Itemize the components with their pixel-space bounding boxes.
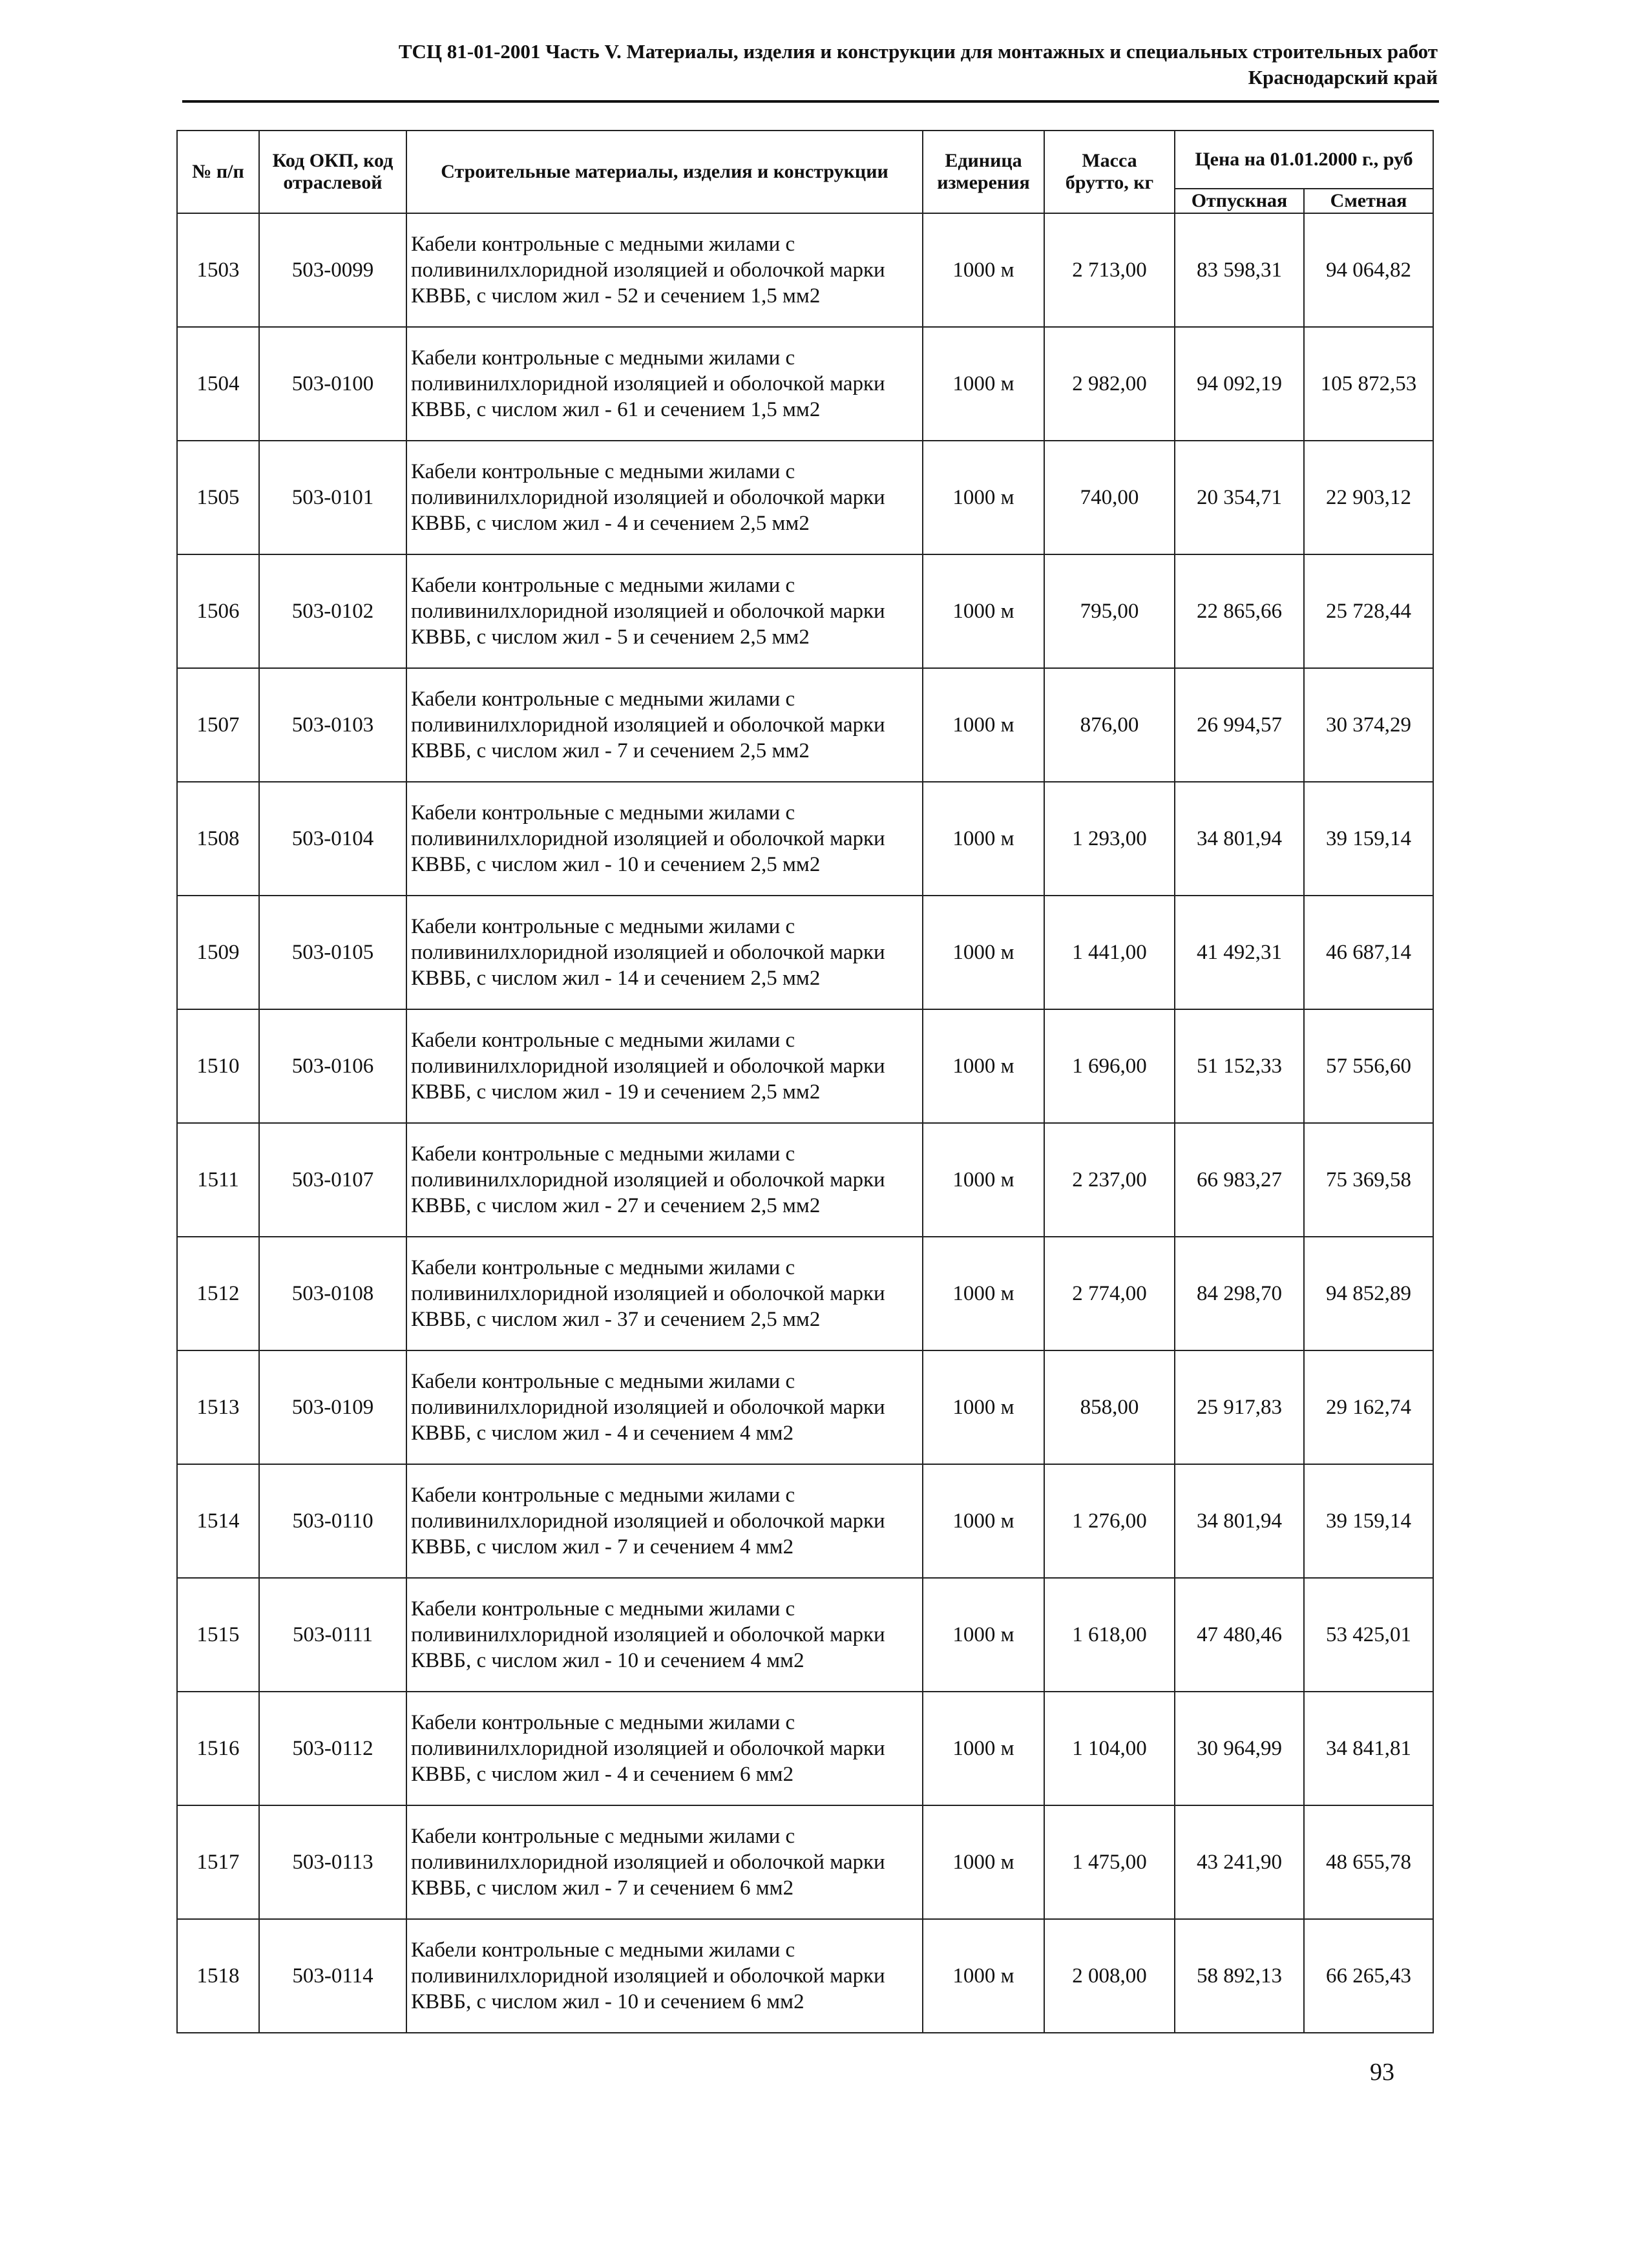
row-code: 503-0103 <box>259 668 406 782</box>
page-header <box>155 39 1438 90</box>
row-mass: 1 475,00 <box>1044 1805 1175 1919</box>
row-mass: 2 774,00 <box>1044 1237 1175 1350</box>
row-price-release: 84 298,70 <box>1175 1237 1304 1350</box>
row-unit: 1000 м <box>923 1805 1044 1919</box>
row-number: 1506 <box>177 554 259 668</box>
row-price-estimate: 46 687,14 <box>1304 896 1433 1009</box>
row-description: Кабели контрольные с медными жилами с поливинилхлоридной изоляцией и оболочкой марки КВВБ, с числом жил - 52 и сечением 1,5 мм2 <box>406 213 923 327</box>
table-body <box>177 213 1433 2033</box>
row-number: 1514 <box>177 1464 259 1578</box>
table-row <box>177 554 1433 668</box>
row-number: 1505 <box>177 441 259 554</box>
row-number: 1509 <box>177 896 259 1009</box>
row-mass: 740,00 <box>1044 441 1175 554</box>
row-description: Кабели контрольные с медными жилами с поливинилхлоридной изоляцией и оболочкой марки КВВБ, с числом жил - 7 и сечением 6 мм2 <box>406 1805 923 1919</box>
table-row <box>177 213 1433 327</box>
header-divider <box>182 100 1439 103</box>
row-code: 503-0109 <box>259 1350 406 1464</box>
row-mass: 2 982,00 <box>1044 327 1175 441</box>
row-unit: 1000 м <box>923 782 1044 896</box>
row-description: Кабели контрольные с медными жилами с поливинилхлоридной изоляцией и оболочкой марки КВВБ, с числом жил - 7 и сечением 2,5 мм2 <box>406 668 923 782</box>
row-price-release: 22 865,66 <box>1175 554 1304 668</box>
row-unit: 1000 м <box>923 1237 1044 1350</box>
row-price-release: 51 152,33 <box>1175 1009 1304 1123</box>
row-unit: 1000 м <box>923 1578 1044 1692</box>
row-unit: 1000 м <box>923 896 1044 1009</box>
row-unit: 1000 м <box>923 1123 1044 1237</box>
table-row <box>177 441 1433 554</box>
row-number: 1518 <box>177 1919 259 2033</box>
row-description: Кабели контрольные с медными жилами с поливинилхлоридной изоляцией и оболочкой марки КВВБ, с числом жил - 5 и сечением 2,5 мм2 <box>406 554 923 668</box>
table-row <box>177 1237 1433 1350</box>
row-number: 1513 <box>177 1350 259 1464</box>
row-description: Кабели контрольные с медными жилами с поливинилхлоридной изоляцией и оболочкой марки КВВБ, с числом жил - 61 и сечением 1,5 мм2 <box>406 327 923 441</box>
row-price-release: 30 964,99 <box>1175 1692 1304 1805</box>
row-price-release: 34 801,94 <box>1175 1464 1304 1578</box>
table-row <box>177 1350 1433 1464</box>
row-price-estimate: 57 556,60 <box>1304 1009 1433 1123</box>
row-code: 503-0112 <box>259 1692 406 1805</box>
col-header-name: Строительные материалы, изделия и конструкции <box>406 131 923 213</box>
row-description: Кабели контрольные с медными жилами с поливинилхлоридной изоляцией и оболочкой марки КВВБ, с числом жил - 27 и сечением 2,5 мм2 <box>406 1123 923 1237</box>
row-mass: 1 618,00 <box>1044 1578 1175 1692</box>
row-number: 1503 <box>177 213 259 327</box>
row-mass: 1 441,00 <box>1044 896 1175 1009</box>
row-code: 503-0105 <box>259 896 406 1009</box>
table-row <box>177 668 1433 782</box>
row-price-release: 25 917,83 <box>1175 1350 1304 1464</box>
row-description: Кабели контрольные с медными жилами с поливинилхлоридной изоляцией и оболочкой марки КВВБ, с числом жил - 37 и сечением 2,5 мм2 <box>406 1237 923 1350</box>
col-header-unit: Единица измерения <box>923 131 1044 213</box>
row-price-estimate: 48 655,78 <box>1304 1805 1433 1919</box>
row-code: 503-0111 <box>259 1578 406 1692</box>
row-code: 503-0106 <box>259 1009 406 1123</box>
row-price-release: 41 492,31 <box>1175 896 1304 1009</box>
row-description: Кабели контрольные с медными жилами с поливинилхлоридной изоляцией и оболочкой марки КВВБ, с числом жил - 4 и сечением 6 мм2 <box>406 1692 923 1805</box>
row-price-release: 94 092,19 <box>1175 327 1304 441</box>
row-unit: 1000 м <box>923 441 1044 554</box>
table-row <box>177 1578 1433 1692</box>
row-mass: 1 696,00 <box>1044 1009 1175 1123</box>
row-price-release: 43 241,90 <box>1175 1805 1304 1919</box>
row-code: 503-0102 <box>259 554 406 668</box>
col-header-price-release: Отпускная <box>1175 189 1304 213</box>
row-price-estimate: 25 728,44 <box>1304 554 1433 668</box>
col-header-price-group: Цена на 01.01.2000 г., руб <box>1175 131 1433 189</box>
table-row <box>177 327 1433 441</box>
row-description: Кабели контрольные с медными жилами с поливинилхлоридной изоляцией и оболочкой марки КВВБ, с числом жил - 10 и сечением 2,5 мм2 <box>406 782 923 896</box>
table-row <box>177 896 1433 1009</box>
table-row <box>177 1123 1433 1237</box>
row-mass: 1 293,00 <box>1044 782 1175 896</box>
row-number: 1504 <box>177 327 259 441</box>
row-unit: 1000 м <box>923 1464 1044 1578</box>
row-number: 1516 <box>177 1692 259 1805</box>
row-unit: 1000 м <box>923 1350 1044 1464</box>
row-code: 503-0110 <box>259 1464 406 1578</box>
row-number: 1515 <box>177 1578 259 1692</box>
col-header-num: № п/п <box>177 131 259 213</box>
page-number: 93 <box>1370 2059 1394 2086</box>
row-unit: 1000 м <box>923 1692 1044 1805</box>
row-number: 1512 <box>177 1237 259 1350</box>
header-region: Краснодарский край <box>1248 66 1438 89</box>
row-price-release: 83 598,31 <box>1175 213 1304 327</box>
row-mass: 795,00 <box>1044 554 1175 668</box>
row-code: 503-0104 <box>259 782 406 896</box>
row-price-estimate: 66 265,43 <box>1304 1919 1433 2033</box>
table-row <box>177 1692 1433 1805</box>
row-code: 503-0099 <box>259 213 406 327</box>
row-price-release: 58 892,13 <box>1175 1919 1304 2033</box>
row-price-estimate: 39 159,14 <box>1304 1464 1433 1578</box>
row-unit: 1000 м <box>923 668 1044 782</box>
row-mass: 858,00 <box>1044 1350 1175 1464</box>
row-unit: 1000 м <box>923 327 1044 441</box>
row-unit: 1000 м <box>923 1919 1044 2033</box>
row-unit: 1000 м <box>923 554 1044 668</box>
row-description: Кабели контрольные с медными жилами с поливинилхлоридной изоляцией и оболочкой марки КВВБ, с числом жил - 19 и сечением 2,5 мм2 <box>406 1009 923 1123</box>
row-code: 503-0114 <box>259 1919 406 2033</box>
row-number: 1510 <box>177 1009 259 1123</box>
table-row <box>177 1464 1433 1578</box>
row-description: Кабели контрольные с медными жилами с поливинилхлоридной изоляцией и оболочкой марки КВВБ, с числом жил - 14 и сечением 2,5 мм2 <box>406 896 923 1009</box>
row-code: 503-0100 <box>259 327 406 441</box>
col-header-code: Код ОКП, код отраслевой <box>259 131 406 213</box>
row-code: 503-0113 <box>259 1805 406 1919</box>
row-price-estimate: 34 841,81 <box>1304 1692 1433 1805</box>
row-price-estimate: 39 159,14 <box>1304 782 1433 896</box>
row-price-estimate: 29 162,74 <box>1304 1350 1433 1464</box>
row-description: Кабели контрольные с медными жилами с поливинилхлоридной изоляцией и оболочкой марки КВВБ, с числом жил - 10 и сечением 4 мм2 <box>406 1578 923 1692</box>
row-price-estimate: 94 852,89 <box>1304 1237 1433 1350</box>
price-table <box>176 130 1434 2033</box>
row-mass: 2 237,00 <box>1044 1123 1175 1237</box>
table-row <box>177 1009 1433 1123</box>
row-mass: 2 008,00 <box>1044 1919 1175 2033</box>
row-code: 503-0107 <box>259 1123 406 1237</box>
row-description: Кабели контрольные с медными жилами с поливинилхлоридной изоляцией и оболочкой марки КВВБ, с числом жил - 4 и сечением 2,5 мм2 <box>406 441 923 554</box>
row-price-estimate: 75 369,58 <box>1304 1123 1433 1237</box>
row-number: 1507 <box>177 668 259 782</box>
row-code: 503-0101 <box>259 441 406 554</box>
row-code: 503-0108 <box>259 1237 406 1350</box>
row-number: 1511 <box>177 1123 259 1237</box>
row-unit: 1000 м <box>923 1009 1044 1123</box>
row-mass: 1 276,00 <box>1044 1464 1175 1578</box>
row-mass: 1 104,00 <box>1044 1692 1175 1805</box>
row-price-estimate: 30 374,29 <box>1304 668 1433 782</box>
row-description: Кабели контрольные с медными жилами с поливинилхлоридной изоляцией и оболочкой марки КВВБ, с числом жил - 7 и сечением 4 мм2 <box>406 1464 923 1578</box>
table-row <box>177 1805 1433 1919</box>
row-price-release: 20 354,71 <box>1175 441 1304 554</box>
row-price-release: 34 801,94 <box>1175 782 1304 896</box>
row-price-estimate: 105 872,53 <box>1304 327 1433 441</box>
row-number: 1517 <box>177 1805 259 1919</box>
row-unit: 1000 м <box>923 213 1044 327</box>
row-mass: 876,00 <box>1044 668 1175 782</box>
table-header-row <box>177 131 1433 189</box>
col-header-price-estimate: Сметная <box>1304 189 1433 213</box>
row-description: Кабели контрольные с медными жилами с поливинилхлоридной изоляцией и оболочкой марки КВВБ, с числом жил - 4 и сечением 4 мм2 <box>406 1350 923 1464</box>
row-price-release: 66 983,27 <box>1175 1123 1304 1237</box>
row-mass: 2 713,00 <box>1044 213 1175 327</box>
row-price-release: 47 480,46 <box>1175 1578 1304 1692</box>
row-price-release: 26 994,57 <box>1175 668 1304 782</box>
header-title: ТСЦ 81-01-2001 Часть V. Материалы, изделия и конструкции для монтажных и специальных строительных работ <box>398 40 1438 63</box>
row-description: Кабели контрольные с медными жилами с поливинилхлоридной изоляцией и оболочкой марки КВВБ, с числом жил - 10 и сечением 6 мм2 <box>406 1919 923 2033</box>
row-number: 1508 <box>177 782 259 896</box>
table-row <box>177 782 1433 896</box>
table-row <box>177 1919 1433 2033</box>
row-price-estimate: 22 903,12 <box>1304 441 1433 554</box>
row-price-estimate: 94 064,82 <box>1304 213 1433 327</box>
row-price-estimate: 53 425,01 <box>1304 1578 1433 1692</box>
col-header-mass: Масса брутто, кг <box>1044 131 1175 213</box>
